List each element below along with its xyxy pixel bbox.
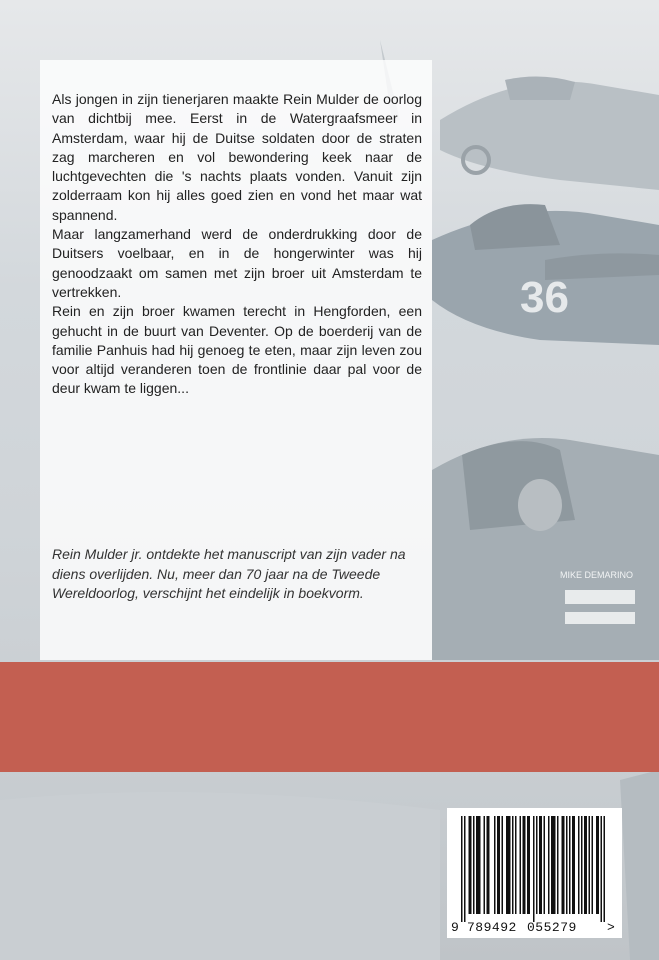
barcode-bar	[461, 816, 463, 922]
barcode-bar	[469, 816, 471, 914]
ground-shape	[0, 792, 440, 960]
barcode-bar	[473, 816, 475, 914]
aircraft-bottom-right-shape	[620, 770, 659, 960]
barcode-bar	[529, 816, 531, 914]
barcode-bar	[557, 816, 559, 914]
barcode-bar	[509, 816, 511, 914]
blurb-paragraph-2: Maar langzamerhand werd de onderdrukking door de Duitsers voelbaar, en in de hongerwinter was hij genoodzaakt om samen met zijn broer uit Amsterdam te vertrekken.	[52, 226, 422, 300]
barcode-bar	[604, 816, 606, 922]
barcode-bar	[470, 816, 472, 914]
barcode-bar	[553, 816, 555, 914]
barcode-bar	[601, 816, 603, 922]
aircraft-lower-white-stripe-1	[565, 590, 635, 604]
barcode-bar	[494, 816, 496, 914]
barcode-bar	[586, 816, 588, 914]
blurb-text	[52, 90, 422, 399]
barcode-bar	[541, 816, 543, 914]
plane-number: 36	[520, 273, 569, 322]
barcode-bar	[512, 816, 514, 914]
barcode-bar	[527, 816, 529, 914]
barcode-bar	[502, 816, 504, 914]
barcode-bar	[548, 816, 550, 914]
barcode-bar	[544, 816, 546, 914]
barcode-bar	[478, 816, 480, 914]
barcode-bar	[572, 816, 574, 914]
barcode-bar	[497, 816, 499, 914]
barcode-bar	[562, 816, 564, 914]
aircraft-middle-canopy	[470, 204, 560, 250]
barcode-bar	[508, 816, 510, 914]
manuscript-note: Rein Mulder jr. ontdekte het manuscript van zijn vader na diens overlijden. Nu, meer dan 70 jaar na de Tweede Wereldoorlog, verschijnt het eindelijk in boekvorm.	[52, 546, 406, 601]
barcode-bar	[499, 816, 501, 914]
barcode-bar	[524, 816, 526, 914]
barcode-bar	[476, 816, 478, 914]
barcode-bar	[563, 816, 565, 914]
barcode-bar	[464, 816, 466, 922]
barcode-bar	[551, 816, 553, 914]
barcode-bar	[578, 816, 580, 914]
barcode-bar	[536, 816, 538, 914]
pilot-figure	[518, 479, 562, 531]
barcode-bar	[598, 816, 600, 914]
barcode-bar	[479, 816, 481, 914]
barcode-bar	[523, 816, 525, 914]
barcode-bar	[596, 816, 598, 914]
barcode-bar	[506, 816, 508, 914]
barcode-bar	[539, 816, 541, 914]
blurb-paragraph-3: Rein en zijn broer kwamen terecht in Hengforden, een gehucht in de buurt van Deventer. Op de boerderij van de familie Panhuis had hij genoeg te eten, maar zijn leven zou voor altijd veranderen toen de frontlinie daar pal voor de deur kwam te liggen...	[52, 303, 422, 397]
barcode-arrow: >	[607, 920, 616, 935]
barcode-bar	[574, 816, 576, 914]
barcode-bar	[581, 816, 583, 914]
barcode-bar	[569, 816, 571, 914]
barcode-bar	[584, 816, 586, 914]
blurb-paragraph-1: Als jongen in zijn tienerjaren maakte Rein Mulder de oorlog van dichtbij mee. Eerst in de Watergraafsmeer in Amsterdam, waar hij de Duitse soldaten door de straten zag marcheren en vol bewondering keek naar de luchtgevechten die 's nachts plaats vonden. Vanuit zijn zolderraam kon hij alles goed zien en vond het maar wat spannend.	[52, 91, 422, 223]
barcode-bar	[589, 816, 591, 914]
barcode-group-2: 055279	[527, 920, 577, 935]
aircraft-top-canopy	[505, 76, 575, 100]
barcode-bar	[515, 816, 517, 914]
barcode-first-digit: 9	[451, 920, 460, 935]
plane-name: MIKE DEMARINO	[560, 570, 634, 580]
barcode-group-1: 789492	[467, 920, 517, 935]
barcode-bar	[554, 816, 556, 914]
barcode-bar	[488, 816, 490, 914]
barcode-bar	[520, 816, 522, 914]
barcode-bar	[487, 816, 489, 914]
barcode-bar	[592, 816, 594, 914]
barcode-bars	[447, 808, 622, 938]
barcode-bar	[484, 816, 486, 914]
barcode-bar	[533, 816, 535, 922]
aircraft-lower-white-stripe-2	[565, 612, 635, 624]
red-band	[0, 662, 659, 772]
isbn-barcode	[447, 808, 622, 938]
barcode-bar	[566, 816, 568, 914]
